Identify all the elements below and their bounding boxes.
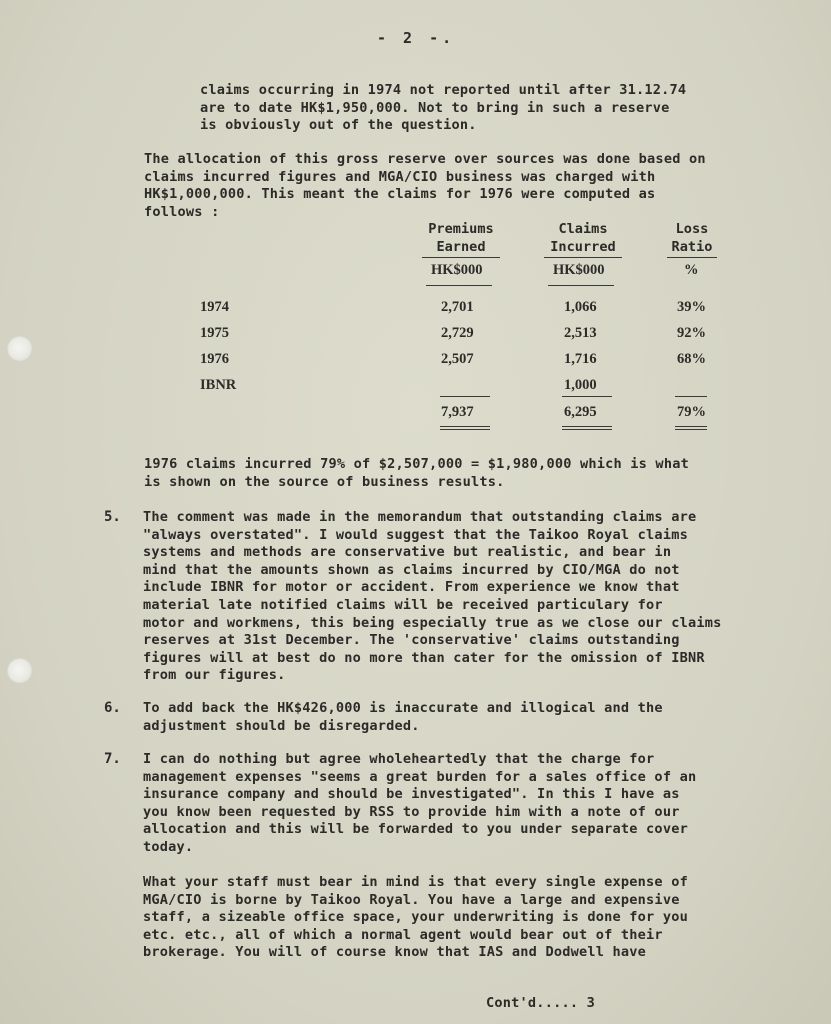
total-double-rule [675, 426, 707, 430]
row-label: IBNR [200, 377, 237, 393]
page-number: - 2 -. [377, 29, 456, 47]
text-line: include IBNR for motor or accident. From experience we know that [143, 579, 680, 596]
text-line: you know been requested by RSS to provide him with a note of our [143, 803, 680, 820]
row-loss: 68% [677, 351, 706, 367]
text-line: allocation and this will be forwarded to you under separate cover [143, 821, 688, 838]
paragraph-allocation [144, 151, 706, 221]
row-claims: 1,000 [564, 377, 597, 393]
item-number-7: 7. [104, 751, 121, 767]
text-line: material late notified claims will be received particulary for [143, 596, 663, 613]
paragraph-7 [143, 751, 696, 857]
text-line: today. [143, 838, 194, 855]
total-loss: 79% [677, 404, 706, 420]
total-double-rule [440, 426, 490, 430]
text-line: etc. etc., all of which a normal agent would bear out of their [143, 926, 663, 943]
text-line: motor and workmens, this being especially true as we close our claims [143, 614, 722, 631]
paragraph-5 [143, 509, 722, 685]
continued-footer: Cont'd..... 3 [486, 995, 595, 1011]
unit-premiums: HK$000 [431, 262, 483, 278]
text-line: To add back the HK$426,000 is inaccurate and illogical and the [143, 700, 663, 716]
row-claims: 2,513 [564, 325, 597, 341]
text-line: are to date HK$1,950,000. Not to bring in such a reserve [200, 99, 670, 116]
subtotal-rule [675, 396, 707, 397]
row-label: 1976 [200, 351, 229, 367]
text-line: The comment was made in the memorandum that outstanding claims are [143, 509, 697, 525]
text-line: I can do nothing but agree wholeheartedly that the charge for [143, 751, 655, 767]
unit-loss: % [684, 262, 699, 278]
header-loss: Loss Ratio [671, 221, 713, 255]
text-line: claims occurring in 1974 not reported until after 31.12.74 [200, 82, 687, 98]
item-number-5: 5. [104, 509, 121, 525]
paragraph-8 [143, 874, 688, 962]
text-line: What your staff must bear in mind is that every single expense of [143, 874, 688, 890]
header-claims: Claims Incurred [550, 221, 616, 255]
unit-claims: HK$000 [553, 262, 605, 278]
header-premiums: Premiums Earned [428, 221, 494, 255]
text-line: is shown on the source of business results. [144, 473, 505, 490]
punch-hole-top [7, 336, 33, 362]
text-line: management expenses "seems a great burden for a sales office of an [143, 768, 697, 785]
row-loss: 39% [677, 299, 706, 315]
text-line: from our figures. [143, 667, 286, 684]
row-label: 1974 [200, 299, 229, 315]
paragraph-intro [200, 82, 686, 135]
row-premiums: 2,507 [441, 351, 474, 367]
item-number-6: 6. [104, 700, 121, 716]
text-line: staff, a sizeable office space, your underwriting is done for you [143, 909, 688, 926]
paragraph-6 [143, 700, 663, 735]
text-line: mind that the amounts shown as claims incurred by CIO/MGA do not [143, 561, 680, 578]
subtotal-rule [562, 396, 612, 397]
row-label: 1975 [200, 325, 229, 341]
row-claims: 1,066 [564, 299, 597, 315]
total-premiums: 7,937 [441, 404, 474, 420]
text-line: adjustment should be disregarded. [143, 717, 420, 734]
text-line: is obviously out of the question. [200, 117, 477, 134]
row-loss: 92% [677, 325, 706, 341]
row-claims: 1,716 [564, 351, 597, 367]
subtotal-rule [440, 396, 490, 397]
text-line: The allocation of this gross reserve over sources was done based on [144, 151, 706, 167]
text-line: insurance company and should be investigated". In this I have as [143, 786, 680, 803]
text-line: "always overstated". I would suggest that the Taikoo Royal claims [143, 526, 688, 543]
punch-hole-bottom [7, 658, 33, 684]
paragraph-1976-claims [144, 456, 689, 491]
text-line: reserves at 31st December. The 'conservative' claims outstanding [143, 632, 680, 649]
text-line: MGA/CIO is borne by Taikoo Royal. You have a large and expensive [143, 891, 680, 908]
text-line: systems and methods are conservative but realistic, and bear in [143, 544, 672, 561]
total-double-rule [562, 426, 612, 430]
row-premiums: 2,729 [441, 325, 474, 341]
text-line: HK$1,000,000. This meant the claims for 1976 were computed as [144, 186, 656, 203]
text-line: follows : [144, 203, 220, 220]
text-line: brokerage. You will of course know that IAS and Dodwell have [143, 944, 647, 961]
text-line: figures will at best do no more than cater for the omission of IBNR [143, 649, 705, 666]
text-line: claims incurred figures and MGA/CIO business was charged with [144, 168, 656, 185]
total-claims: 6,295 [564, 404, 597, 420]
text-line: 1976 claims incurred 79% of $2,507,000 = $1,980,000 which is what [144, 456, 689, 472]
row-premiums: 2,701 [441, 299, 474, 315]
